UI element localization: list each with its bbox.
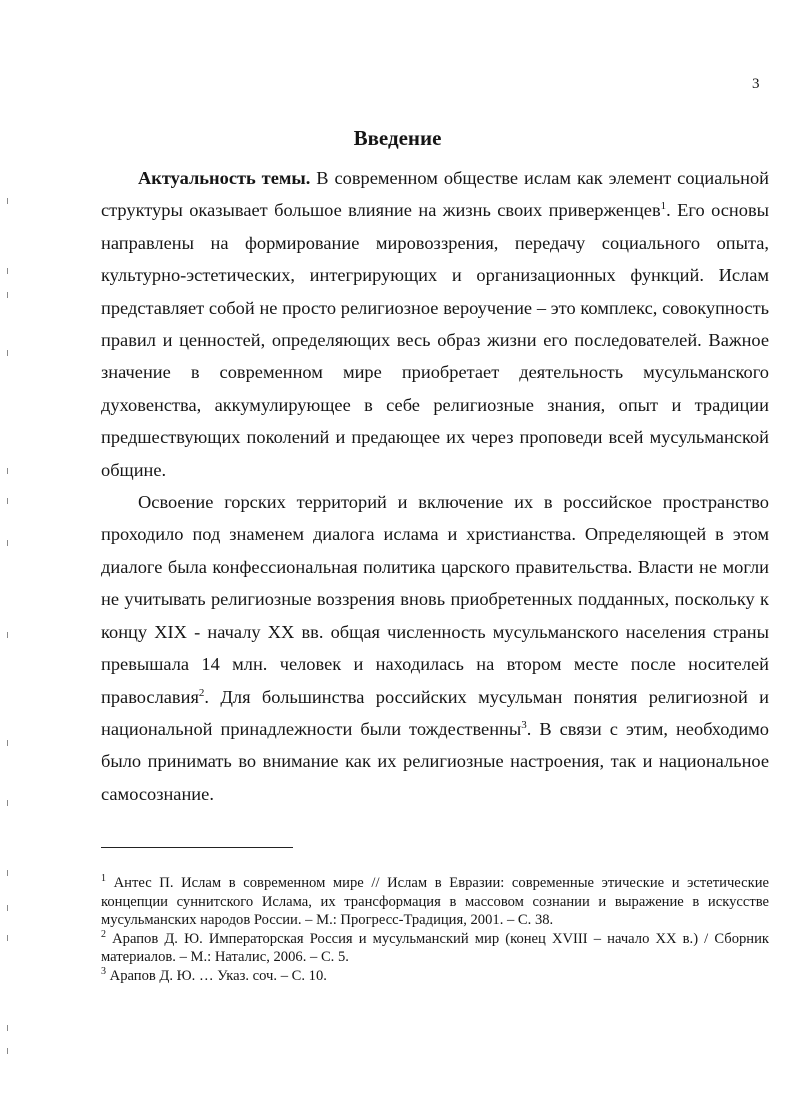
main-text [101,162,769,810]
footnote-ref-3[interactable]: 3 [521,718,527,731]
footnotes [101,874,769,986]
footnote-number: 3 [101,966,106,978]
scan-artifact [7,350,8,356]
footnote-number: 1 [101,873,106,885]
footnote-ref-2[interactable]: 2 [198,686,205,699]
scan-artifact [7,632,8,638]
scan-artifact [7,468,8,474]
scan-artifact [7,905,8,911]
footnote-1 [101,874,769,930]
paragraph-text: . В связи с этим, необходимо было принимать во внимание как их религиозные настроения, так и национальное самосознание. [101,718,769,804]
scan-artifact [7,292,8,298]
scan-artifact [7,198,8,204]
scan-artifact [7,800,8,806]
scan-artifact [7,870,8,876]
paragraph-text: Освоение горских территорий и включение их в российское пространство проходило под знаменем диалога ислама и христианства. Определяющей в этом диалоге была конфессиональная политика царского правительства. Власти не могли не учитывать религиозные воззрения вновь приобретенных подданных, поскольку к концу XIX - началу XX вв. общая численность мусульманского населения страны превышала 14 млн. человек и находилась на втором месте после носителей православия [101,492,769,707]
paragraph-history [101,486,769,810]
paragraph-text: . Его основы направлены на формирование мировоззрения, передачу социального опыта, культурно-эстетических, интегрирующих и организационных функций. Ислам представляет собой не просто религиозное вероучение – это комплекс, совокупность правил и ценностей, определяющих весь образ жизни его последователей. Важное значение в современном мире приобретает деятельность мусульманского духовенства, аккумулирующее в себе религиозные знания, опыт и традиции предшествующих поколений и предающее их через проповеди всей мусульманской общине. [101,200,769,480]
page-title: Введение [353,126,442,150]
scan-artifact [7,1048,8,1054]
footnote-ref-1[interactable]: 1 [660,200,667,213]
footnote-2 [101,930,769,967]
footnote-text: Антес П. Ислам в современном мире // Ислам в Евразии: современные этические и эстетические концепции суннитского Ислама, их трансформация в массовом сознании и выражение в искусстве мусульманских народов России. – М.: Прогресс-Традиция, 2001. – С. 38. [101,875,769,929]
paragraph-relevance [101,162,769,486]
footnote-text: Арапов Д. Ю. Императорская Россия и мусульманский мир (конец XVIII – начало XX в.) / Сборник материалов. – М.: Наталис, 2006. – С. 5. [101,930,769,966]
scan-artifact [7,935,8,941]
scan-artifact [7,498,8,504]
footnote-text: Арапов Д. Ю. … Указ. соч. – С. 10. [106,967,327,984]
scan-artifact [7,540,8,546]
footnote-number: 2 [101,928,106,940]
page-number: 3 [752,76,760,92]
scan-artifact [7,1025,8,1031]
footnote-divider [101,847,293,848]
relevance-lead: Актуальность темы. [138,168,311,188]
scan-artifact [7,740,8,746]
paragraph-text: . Для большинства российских мусульман понятия религиозной и национальной принадлежности были тождественны [101,686,769,739]
footnote-3 [101,967,769,986]
scan-artifact [7,268,8,274]
paragraph-text: В современном обществе ислам как элемент социальной структуры оказывает большое влияние на жизнь своих приверженцев [101,168,769,221]
